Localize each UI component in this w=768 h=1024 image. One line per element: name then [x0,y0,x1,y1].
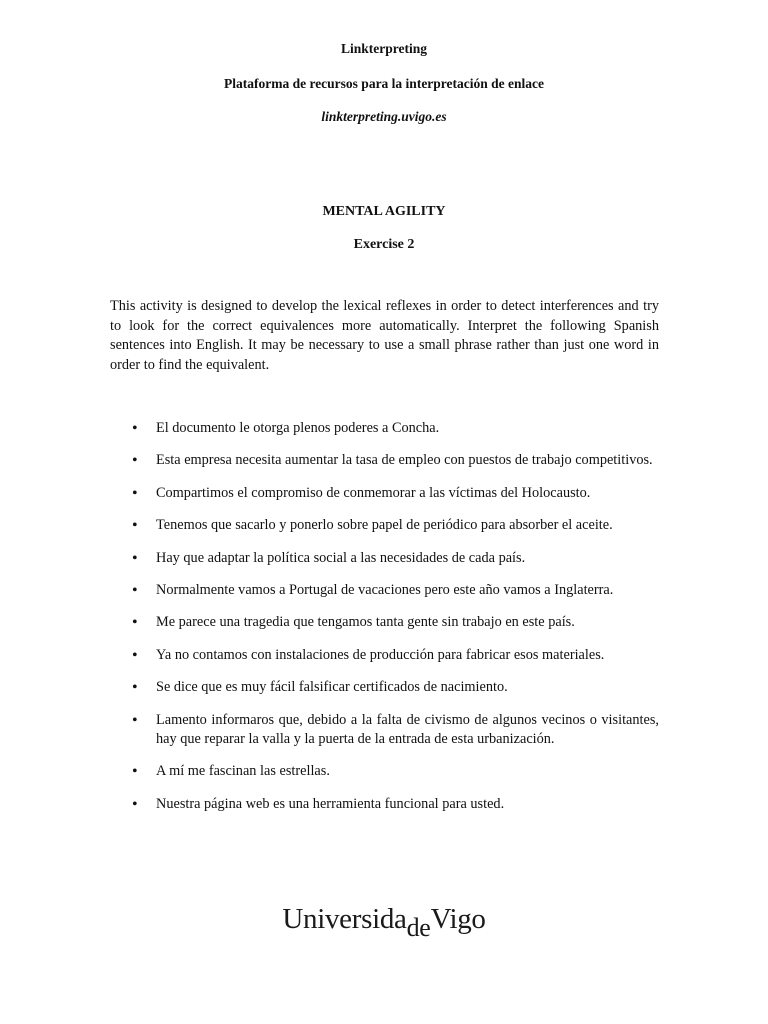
intro-paragraph: This activity is designed to develop the lexical reflexes in order to detect interferences and try to look for the correct equivalences more automatically. Interpret the following Spanish sentences into English. It may be necessary to use a small phrase rather than just one word in order to find the equivalent. [110,298,659,373]
exercise-label: Exercise 2 [353,237,415,252]
logo-text-part1: Universida [282,903,407,935]
site-name: Linkterpreting [340,41,427,56]
list-item: • Lamento informaros que, debido a la falta de civismo de algunos vecinos o visitantes, hay que reparar la valla y la puerta de la entrada de esta urbanización. [128,711,659,750]
list-item: • Compartimos el compromiso de conmemorar a las víctimas del Holocausto. [128,484,659,503]
list-item: • Se dice que es muy fácil falsificar certificados de nacimiento. [128,678,659,697]
list-item: • Normalmente vamos a Portugal de vacaciones pero este año vamos a Inglaterra. [128,581,659,600]
list-item: • Ya no contamos con instalaciones de producción para fabricar esos materiales. [128,646,659,665]
list-item: • Hay que adaptar la política social a las necesidades de cada país. [128,549,659,568]
list-item: • El documento le otorga plenos poderes a Concha. [128,419,659,438]
logo-text-part3: Vigo [430,903,486,935]
list-item: • Nuestra página web es una herramienta funcional para usted. [128,795,659,814]
list-item: • Me parece una tragedia que tengamos tanta gente sin trabajo en este país. [128,613,659,632]
document-title: MENTAL AGILITY [322,204,446,219]
site-subtitle: Plataforma de recursos para la interpretación de enlace [223,76,545,91]
university-logo [0,903,768,942]
site-url: linkterpreting.uvigo.es [321,109,447,124]
logo-text-part2: de [406,913,431,942]
sentence-list [128,419,659,814]
list-item: • Esta empresa necesita aumentar la tasa de empleo con puestos de trabajo competitivos. [128,451,659,470]
list-item: • Tenemos que sacarlo y ponerlo sobre papel de periódico para absorber el aceite. [128,516,659,535]
list-item: • A mí me fascinan las estrellas. [128,762,659,781]
